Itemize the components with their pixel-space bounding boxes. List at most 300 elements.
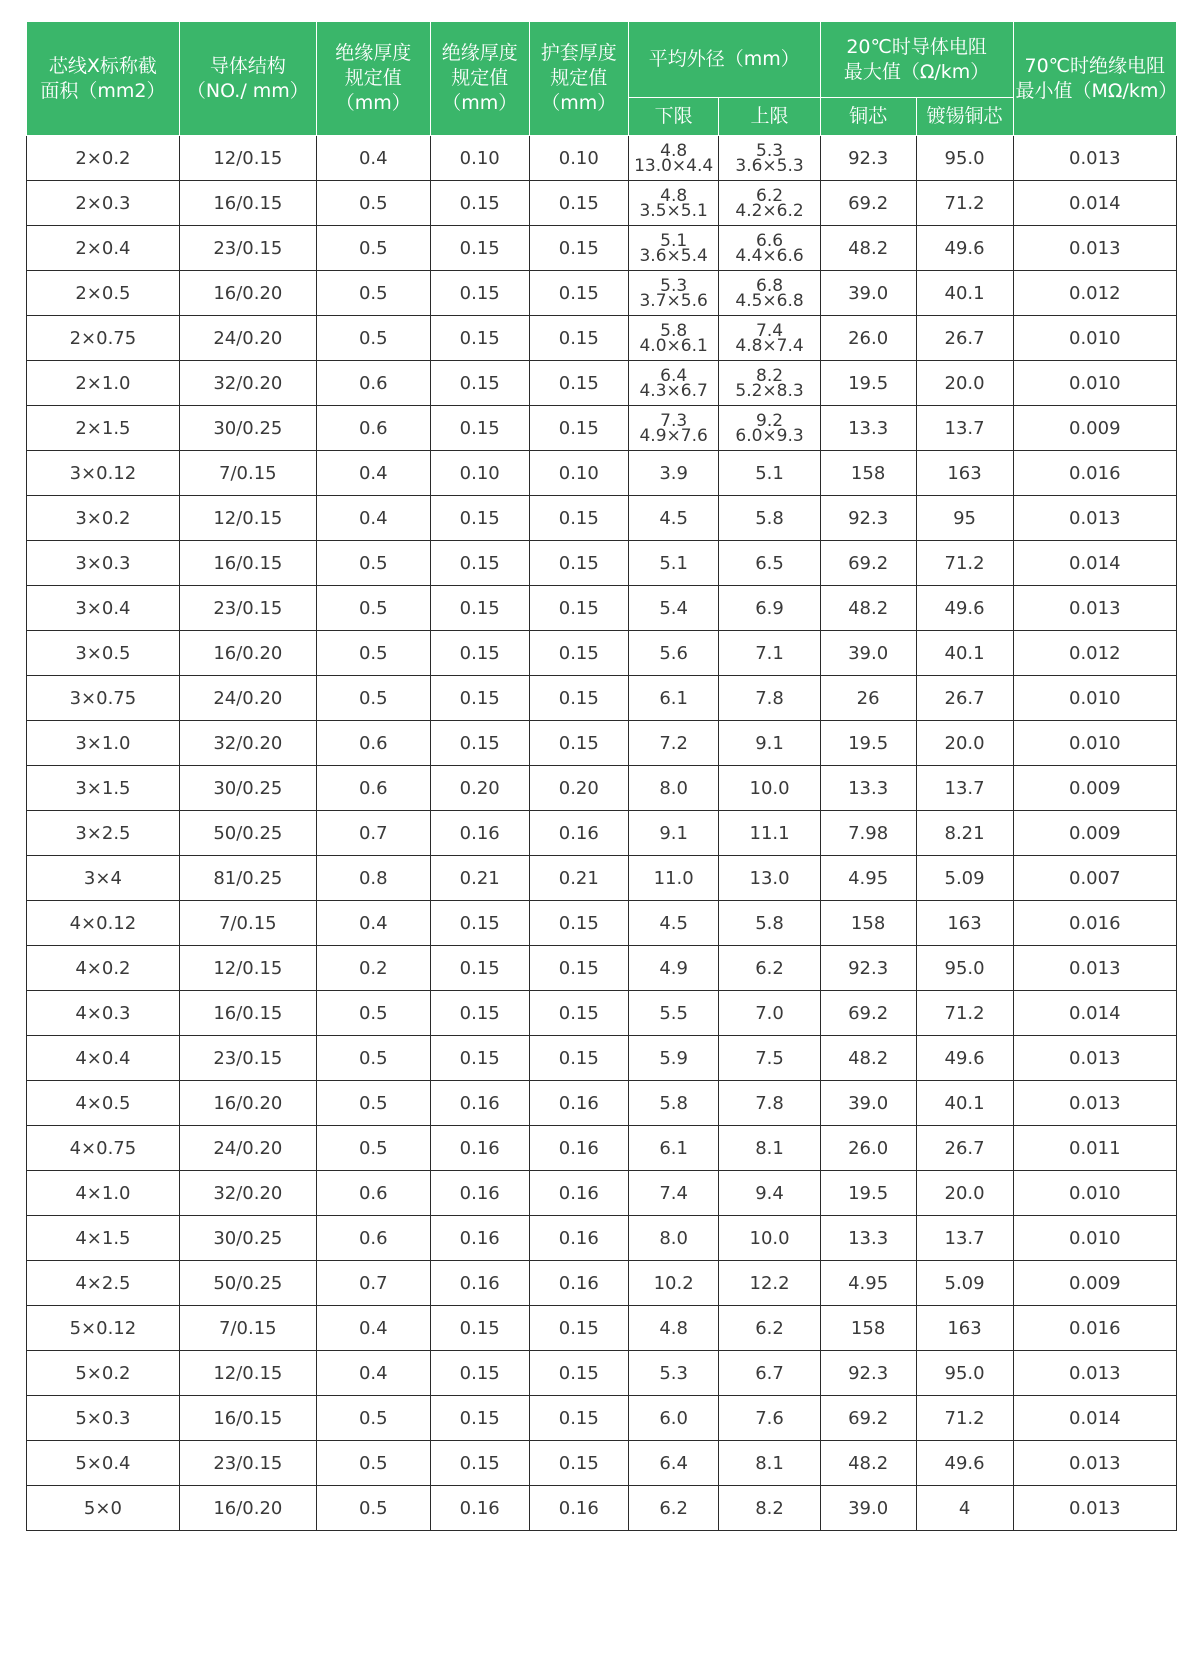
- cell-conductor: 7/0.15: [179, 901, 316, 946]
- cell-core-area: 5×0.12: [27, 1306, 180, 1351]
- cell-sheath-thickness: 0.15: [529, 1441, 628, 1486]
- cell-sheath-thickness: 0.16: [529, 811, 628, 856]
- cell-insulation-thickness-2: 0.15: [430, 406, 529, 451]
- cell-od-upper: 6.5: [719, 541, 820, 586]
- cell-insulation-thickness: 0.6: [316, 721, 430, 766]
- cell-insulation-thickness-2: 0.15: [430, 1036, 529, 1081]
- cell-od-lower: 4.5: [628, 496, 719, 541]
- cell-od-upper: 11.1: [719, 811, 820, 856]
- cell-copper-resistance: 19.5: [820, 1171, 916, 1216]
- cell-insulation-thickness-2: 0.15: [430, 496, 529, 541]
- cell-core-area: 2×0.4: [27, 226, 180, 271]
- cell-sheath-thickness: 0.16: [529, 1081, 628, 1126]
- cell-od-lower-stack: [629, 277, 719, 309]
- cell-copper-resistance: 48.2: [820, 1036, 916, 1081]
- cell-tinned-copper-resistance: 4: [916, 1486, 1013, 1531]
- cell-od-upper: 9.1: [719, 721, 820, 766]
- table-row: [27, 721, 1177, 766]
- cell-sheath-thickness: 0.15: [529, 901, 628, 946]
- cell-conductor: 32/0.20: [179, 721, 316, 766]
- cell-copper-resistance: 39.0: [820, 1486, 916, 1531]
- cell-tinned-copper-resistance: 49.6: [916, 1036, 1013, 1081]
- cell-copper-resistance: 19.5: [820, 361, 916, 406]
- cell-insulation-resistance: 0.014: [1013, 991, 1176, 1036]
- cell-insulation-thickness: 0.5: [316, 991, 430, 1036]
- cell-tinned-copper-resistance: 40.1: [916, 271, 1013, 316]
- cell-od-lower: 5.4: [628, 586, 719, 631]
- cell-od-lower: 5.1: [628, 541, 719, 586]
- table-row: [27, 631, 1177, 676]
- cell-conductor: 50/0.25: [179, 811, 316, 856]
- cell-od-lower-line: 3.6×5.4: [639, 246, 708, 266]
- table-row: [27, 991, 1177, 1036]
- cell-sheath-thickness: 0.15: [529, 721, 628, 766]
- cell-conductor: 16/0.15: [179, 181, 316, 226]
- cell-core-area: 3×4: [27, 856, 180, 901]
- cell-od-upper: [719, 181, 820, 226]
- cell-od-upper: 10.0: [719, 766, 820, 811]
- cell-insulation-thickness-2: 0.21: [430, 856, 529, 901]
- cell-conductor: 32/0.20: [179, 1171, 316, 1216]
- cell-copper-resistance: 69.2: [820, 541, 916, 586]
- cell-insulation-resistance: 0.016: [1013, 1306, 1176, 1351]
- cell-insulation-resistance: 0.014: [1013, 181, 1176, 226]
- cell-sheath-thickness: 0.16: [529, 1171, 628, 1216]
- table-row: [27, 1441, 1177, 1486]
- cell-od-lower: [628, 361, 719, 406]
- cell-od-upper: 7.0: [719, 991, 820, 1036]
- table-row: [27, 1351, 1177, 1396]
- header-insulation-thickness: 绝缘厚度 规定值 （mm）: [316, 22, 430, 136]
- cell-insulation-thickness: 0.6: [316, 766, 430, 811]
- cell-tinned-copper-resistance: 71.2: [916, 181, 1013, 226]
- cell-sheath-thickness: 0.16: [529, 1261, 628, 1306]
- cell-od-lower: 5.3: [628, 1351, 719, 1396]
- table-row: [27, 361, 1177, 406]
- cell-insulation-resistance: 0.011: [1013, 1126, 1176, 1171]
- cell-insulation-thickness-2: 0.15: [430, 361, 529, 406]
- cell-od-lower: 8.0: [628, 766, 719, 811]
- cell-insulation-resistance: 0.010: [1013, 1171, 1176, 1216]
- cell-insulation-thickness: 0.5: [316, 271, 430, 316]
- cell-insulation-resistance: 0.013: [1013, 226, 1176, 271]
- cell-insulation-resistance: 0.010: [1013, 361, 1176, 406]
- cell-od-upper: 7.6: [719, 1396, 820, 1441]
- header-od-lower: 下限: [628, 98, 719, 136]
- cell-od-upper: [719, 226, 820, 271]
- cell-insulation-thickness: 0.4: [316, 136, 430, 181]
- cell-insulation-resistance: 0.010: [1013, 721, 1176, 766]
- cell-insulation-thickness: 0.6: [316, 1171, 430, 1216]
- table-row: [27, 1396, 1177, 1441]
- cell-insulation-resistance: 0.007: [1013, 856, 1176, 901]
- cell-od-lower: 7.4: [628, 1171, 719, 1216]
- header-insulation-resistance-70c: 70℃时绝缘电阻 最小值（MΩ/km）: [1013, 22, 1176, 136]
- cell-copper-resistance: 13.3: [820, 766, 916, 811]
- cell-conductor: 24/0.20: [179, 676, 316, 721]
- cell-sheath-thickness: 0.15: [529, 541, 628, 586]
- cell-copper-resistance: 26: [820, 676, 916, 721]
- cell-od-upper: 6.7: [719, 1351, 820, 1396]
- cell-core-area: 3×1.5: [27, 766, 180, 811]
- cell-sheath-thickness: 0.15: [529, 1396, 628, 1441]
- cell-insulation-resistance: 0.013: [1013, 946, 1176, 991]
- cell-insulation-resistance: 0.013: [1013, 1351, 1176, 1396]
- cell-insulation-resistance: 0.013: [1013, 586, 1176, 631]
- cell-insulation-resistance: 0.012: [1013, 271, 1176, 316]
- cell-od-lower: 4.9: [628, 946, 719, 991]
- cell-od-upper: 10.0: [719, 1216, 820, 1261]
- cell-tinned-copper-resistance: 95.0: [916, 136, 1013, 181]
- cell-core-area: 4×0.3: [27, 991, 180, 1036]
- cell-insulation-thickness-2: 0.15: [430, 721, 529, 766]
- cell-conductor: 12/0.15: [179, 1351, 316, 1396]
- cell-insulation-thickness: 0.6: [316, 361, 430, 406]
- cell-tinned-copper-resistance: 95: [916, 496, 1013, 541]
- cell-od-lower: 5.5: [628, 991, 719, 1036]
- cell-od-lower-line: 4.8: [660, 141, 688, 161]
- cell-sheath-thickness: 0.21: [529, 856, 628, 901]
- cell-conductor: 23/0.15: [179, 586, 316, 631]
- header-conductor-resistance-20c: 20℃时导体电阻 最大值（Ω/km）: [820, 22, 1013, 98]
- cell-sheath-thickness: 0.15: [529, 406, 628, 451]
- cell-od-upper: 6.2: [719, 1306, 820, 1351]
- cell-insulation-resistance: 0.010: [1013, 316, 1176, 361]
- cell-core-area: 3×2.5: [27, 811, 180, 856]
- cell-od-lower: [628, 271, 719, 316]
- cell-copper-resistance: 39.0: [820, 1081, 916, 1126]
- cell-tinned-copper-resistance: 163: [916, 1306, 1013, 1351]
- cell-od-upper-line: 3.6×5.3: [735, 156, 804, 176]
- table-row: [27, 901, 1177, 946]
- table-body: [27, 136, 1177, 1531]
- cell-od-upper: [719, 361, 820, 406]
- cell-copper-resistance: 158: [820, 901, 916, 946]
- cell-insulation-thickness-2: 0.16: [430, 811, 529, 856]
- cell-copper-resistance: 69.2: [820, 181, 916, 226]
- cell-od-lower-line: 5.3: [660, 276, 688, 296]
- cell-od-upper-line: 6.6: [756, 231, 784, 251]
- cell-od-upper-line: 4.8×7.4: [735, 336, 804, 356]
- cell-core-area: 4×2.5: [27, 1261, 180, 1306]
- cell-insulation-thickness: 0.5: [316, 1441, 430, 1486]
- cell-sheath-thickness: 0.15: [529, 496, 628, 541]
- cell-od-lower-stack: [629, 412, 719, 444]
- table-row: [27, 1306, 1177, 1351]
- cell-tinned-copper-resistance: 20.0: [916, 1171, 1013, 1216]
- cell-tinned-copper-resistance: 5.09: [916, 856, 1013, 901]
- cell-od-lower-line: 4.0×6.1: [639, 336, 708, 356]
- cell-core-area: 4×0.5: [27, 1081, 180, 1126]
- cell-copper-resistance: 69.2: [820, 991, 916, 1036]
- cell-insulation-thickness: 0.5: [316, 1126, 430, 1171]
- cell-core-area: 3×0.3: [27, 541, 180, 586]
- cell-tinned-copper-resistance: 8.21: [916, 811, 1013, 856]
- cell-insulation-thickness-2: 0.15: [430, 271, 529, 316]
- cell-copper-resistance: 48.2: [820, 1441, 916, 1486]
- cell-od-lower: 6.1: [628, 1126, 719, 1171]
- cell-od-lower: 6.1: [628, 676, 719, 721]
- cell-od-lower: [628, 136, 719, 181]
- table-row: [27, 316, 1177, 361]
- cell-od-lower: 6.4: [628, 1441, 719, 1486]
- cell-core-area: 3×1.0: [27, 721, 180, 766]
- cell-sheath-thickness: 0.15: [529, 991, 628, 1036]
- cell-sheath-thickness: 0.20: [529, 766, 628, 811]
- cell-insulation-thickness: 0.5: [316, 181, 430, 226]
- cell-od-lower-stack: [629, 187, 719, 219]
- cell-insulation-thickness: 0.5: [316, 226, 430, 271]
- cell-tinned-copper-resistance: 71.2: [916, 991, 1013, 1036]
- cell-sheath-thickness: 0.15: [529, 676, 628, 721]
- cell-insulation-thickness: 0.4: [316, 1351, 430, 1396]
- cell-copper-resistance: 39.0: [820, 271, 916, 316]
- table-row: [27, 1216, 1177, 1261]
- cell-od-lower: 8.0: [628, 1216, 719, 1261]
- cell-insulation-thickness: 0.4: [316, 1306, 430, 1351]
- table-row: [27, 1171, 1177, 1216]
- cell-insulation-thickness: 0.5: [316, 316, 430, 361]
- table-row: [27, 496, 1177, 541]
- cell-insulation-thickness: 0.5: [316, 631, 430, 676]
- cell-sheath-thickness: 0.15: [529, 361, 628, 406]
- cell-insulation-resistance: 0.016: [1013, 901, 1176, 946]
- cell-od-lower: 5.9: [628, 1036, 719, 1081]
- cell-core-area: 2×0.75: [27, 316, 180, 361]
- cell-tinned-copper-resistance: 71.2: [916, 1396, 1013, 1441]
- cell-core-area: 2×1.0: [27, 361, 180, 406]
- cell-od-lower: [628, 181, 719, 226]
- cell-od-lower: 11.0: [628, 856, 719, 901]
- cell-od-lower-stack: [629, 367, 719, 399]
- cell-conductor: 16/0.15: [179, 991, 316, 1036]
- cell-sheath-thickness: 0.15: [529, 1306, 628, 1351]
- cell-od-upper-line: 8.2: [756, 366, 784, 386]
- cell-insulation-thickness-2: 0.15: [430, 181, 529, 226]
- cell-sheath-thickness: 0.15: [529, 1351, 628, 1396]
- table-row: [27, 451, 1177, 496]
- cell-copper-resistance: 92.3: [820, 1351, 916, 1396]
- cell-copper-resistance: 13.3: [820, 1216, 916, 1261]
- cell-od-upper-line: 4.4×6.6: [735, 246, 804, 266]
- cell-tinned-copper-resistance: 40.1: [916, 1081, 1013, 1126]
- cell-insulation-thickness-2: 0.16: [430, 1216, 529, 1261]
- cell-od-lower-stack: [629, 322, 719, 354]
- cell-od-lower-stack: [629, 232, 719, 264]
- cell-core-area: 3×0.4: [27, 586, 180, 631]
- cell-insulation-thickness-2: 0.15: [430, 631, 529, 676]
- cell-od-upper-line: 6.2: [756, 186, 784, 206]
- cell-insulation-resistance: 0.009: [1013, 1261, 1176, 1306]
- cell-sheath-thickness: 0.15: [529, 631, 628, 676]
- cell-copper-resistance: 19.5: [820, 721, 916, 766]
- cell-od-upper: 6.2: [719, 946, 820, 991]
- cell-tinned-copper-resistance: 163: [916, 901, 1013, 946]
- table-row: [27, 811, 1177, 856]
- cell-insulation-thickness: 0.5: [316, 586, 430, 631]
- cell-od-upper: [719, 406, 820, 451]
- cell-od-upper: 13.0: [719, 856, 820, 901]
- cell-core-area: 4×0.2: [27, 946, 180, 991]
- cell-insulation-resistance: 0.013: [1013, 1036, 1176, 1081]
- cell-insulation-thickness-2: 0.16: [430, 1126, 529, 1171]
- cell-insulation-resistance: 0.013: [1013, 136, 1176, 181]
- header-od-upper: 上限: [719, 98, 820, 136]
- cell-core-area: 4×0.75: [27, 1126, 180, 1171]
- cell-copper-resistance: 158: [820, 451, 916, 496]
- cell-od-upper-line: 4.5×6.8: [735, 291, 804, 311]
- cell-copper-resistance: 92.3: [820, 946, 916, 991]
- cell-copper-resistance: 7.98: [820, 811, 916, 856]
- cell-od-upper-stack: [719, 277, 819, 309]
- cell-insulation-thickness: 0.5: [316, 1396, 430, 1441]
- cell-insulation-thickness: 0.5: [316, 1036, 430, 1081]
- cell-insulation-thickness-2: 0.15: [430, 1351, 529, 1396]
- cell-od-upper-stack: [719, 232, 819, 264]
- table-row: [27, 586, 1177, 631]
- cell-insulation-resistance: 0.010: [1013, 1216, 1176, 1261]
- cell-conductor: 32/0.20: [179, 361, 316, 406]
- cell-insulation-resistance: 0.012: [1013, 631, 1176, 676]
- cell-od-lower: 5.8: [628, 1081, 719, 1126]
- table-row: [27, 406, 1177, 451]
- cell-od-lower-line: 6.4: [660, 366, 688, 386]
- cell-insulation-thickness-2: 0.15: [430, 1306, 529, 1351]
- cell-conductor: 12/0.15: [179, 136, 316, 181]
- cell-tinned-copper-resistance: 49.6: [916, 1441, 1013, 1486]
- cell-core-area: 2×0.5: [27, 271, 180, 316]
- cell-conductor: 24/0.20: [179, 316, 316, 361]
- cell-insulation-thickness: 0.4: [316, 496, 430, 541]
- table-row: [27, 1036, 1177, 1081]
- cell-conductor: 12/0.15: [179, 946, 316, 991]
- cell-copper-resistance: 39.0: [820, 631, 916, 676]
- cell-conductor: 12/0.15: [179, 496, 316, 541]
- cell-insulation-thickness-2: 0.15: [430, 946, 529, 991]
- cell-tinned-copper-resistance: 26.7: [916, 316, 1013, 361]
- cell-od-lower: 7.2: [628, 721, 719, 766]
- cell-od-lower: 5.6: [628, 631, 719, 676]
- cell-insulation-thickness: 0.8: [316, 856, 430, 901]
- cell-copper-resistance: 13.3: [820, 406, 916, 451]
- table-row: [27, 181, 1177, 226]
- cell-tinned-copper-resistance: 49.6: [916, 226, 1013, 271]
- cell-core-area: 2×0.3: [27, 181, 180, 226]
- cell-sheath-thickness: 0.16: [529, 1216, 628, 1261]
- cell-copper-resistance: 48.2: [820, 586, 916, 631]
- cell-od-lower-line: 7.3: [660, 411, 688, 431]
- cell-insulation-thickness-2: 0.15: [430, 676, 529, 721]
- cell-sheath-thickness: 0.10: [529, 136, 628, 181]
- header-conductor-structure: 导体结构 （NO./ mm）: [179, 22, 316, 136]
- cell-insulation-thickness-2: 0.15: [430, 1396, 529, 1441]
- cell-copper-resistance: 158: [820, 1306, 916, 1351]
- cell-od-upper-line: 6.8: [756, 276, 784, 296]
- cell-od-upper: 7.1: [719, 631, 820, 676]
- cell-core-area: 5×0.2: [27, 1351, 180, 1396]
- cell-tinned-copper-resistance: 40.1: [916, 631, 1013, 676]
- table-row: [27, 676, 1177, 721]
- cell-insulation-thickness-2: 0.16: [430, 1486, 529, 1531]
- cell-sheath-thickness: 0.16: [529, 1486, 628, 1531]
- header-copper: 铜芯: [820, 98, 916, 136]
- table-row: [27, 136, 1177, 181]
- table-row: [27, 271, 1177, 316]
- cell-od-lower-stack: [629, 142, 719, 174]
- header-average-outer-diameter: 平均外径（mm）: [628, 22, 820, 98]
- cell-od-upper: 12.2: [719, 1261, 820, 1306]
- cell-od-lower-line: 3.5×5.1: [639, 201, 708, 221]
- cell-sheath-thickness: 0.15: [529, 181, 628, 226]
- table-row: [27, 766, 1177, 811]
- cell-conductor: 16/0.15: [179, 541, 316, 586]
- cell-tinned-copper-resistance: 13.7: [916, 766, 1013, 811]
- cell-insulation-thickness: 0.6: [316, 406, 430, 451]
- cell-od-lower-line: 13.0×4.4: [634, 156, 714, 176]
- cell-conductor: 81/0.25: [179, 856, 316, 901]
- cell-tinned-copper-resistance: 95.0: [916, 946, 1013, 991]
- cell-copper-resistance: 48.2: [820, 226, 916, 271]
- cell-od-lower: 9.1: [628, 811, 719, 856]
- cell-conductor: 16/0.15: [179, 1396, 316, 1441]
- cell-od-upper-stack: [719, 412, 819, 444]
- cell-tinned-copper-resistance: 95.0: [916, 1351, 1013, 1396]
- cell-copper-resistance: 92.3: [820, 136, 916, 181]
- cell-copper-resistance: 26.0: [820, 1126, 916, 1171]
- table-row: [27, 1261, 1177, 1306]
- cell-insulation-thickness-2: 0.15: [430, 586, 529, 631]
- cell-od-upper-line: 5.2×8.3: [735, 381, 804, 401]
- cell-core-area: 5×0.4: [27, 1441, 180, 1486]
- cell-core-area: 3×0.2: [27, 496, 180, 541]
- cell-insulation-resistance: 0.013: [1013, 496, 1176, 541]
- cell-od-lower: 6.0: [628, 1396, 719, 1441]
- cell-conductor: 30/0.25: [179, 406, 316, 451]
- cell-sheath-thickness: 0.10: [529, 451, 628, 496]
- cell-conductor: 30/0.25: [179, 766, 316, 811]
- cell-od-upper-stack: [719, 367, 819, 399]
- cell-copper-resistance: 69.2: [820, 1396, 916, 1441]
- cell-sheath-thickness: 0.15: [529, 226, 628, 271]
- cell-tinned-copper-resistance: 49.6: [916, 586, 1013, 631]
- cell-insulation-resistance: 0.010: [1013, 676, 1176, 721]
- cell-conductor: 16/0.20: [179, 631, 316, 676]
- cell-tinned-copper-resistance: 26.7: [916, 1126, 1013, 1171]
- cell-insulation-thickness-2: 0.15: [430, 991, 529, 1036]
- cell-insulation-thickness: 0.5: [316, 1486, 430, 1531]
- cell-insulation-thickness-2: 0.16: [430, 1081, 529, 1126]
- cell-od-lower-line: 5.1: [660, 231, 688, 251]
- cell-core-area: 3×0.5: [27, 631, 180, 676]
- cell-od-upper-line: 4.2×6.2: [735, 201, 804, 221]
- cell-insulation-thickness: 0.2: [316, 946, 430, 991]
- cell-od-lower: 4.5: [628, 901, 719, 946]
- table-row: [27, 541, 1177, 586]
- table-header: [27, 22, 1177, 136]
- cell-insulation-thickness-2: 0.15: [430, 541, 529, 586]
- cell-od-lower-line: 3.7×5.6: [639, 291, 708, 311]
- cell-od-upper: 7.8: [719, 676, 820, 721]
- cell-od-lower: 4.8: [628, 1306, 719, 1351]
- cell-insulation-resistance: 0.014: [1013, 541, 1176, 586]
- cell-od-lower-line: 4.9×7.6: [639, 426, 708, 446]
- cell-core-area: 4×1.0: [27, 1171, 180, 1216]
- cell-insulation-thickness: 0.5: [316, 676, 430, 721]
- cell-tinned-copper-resistance: 13.7: [916, 406, 1013, 451]
- cell-conductor: 16/0.20: [179, 1081, 316, 1126]
- cell-insulation-resistance: 0.013: [1013, 1441, 1176, 1486]
- cell-insulation-resistance: 0.016: [1013, 451, 1176, 496]
